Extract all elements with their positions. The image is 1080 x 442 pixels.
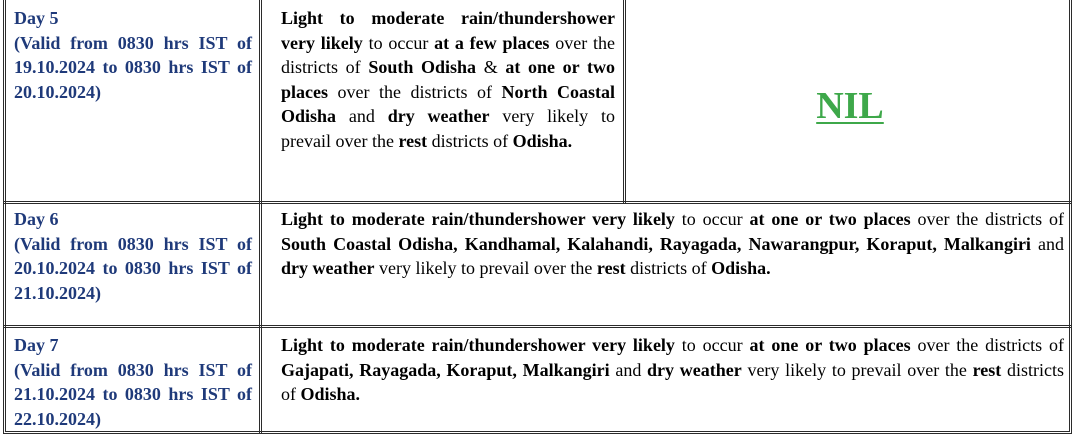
forecast-segment: over the districts of — [328, 81, 502, 102]
forecast-emphasis: North Coastal Odisha — [281, 81, 615, 126]
forecast-segment: and — [1030, 233, 1064, 254]
forecast-emphasis: rest — [596, 258, 626, 278]
forecast-segment: to occur — [362, 32, 435, 53]
forecast-emphasis: at one or two places — [749, 209, 911, 229]
forecast-emphasis: Odisha. — [711, 258, 771, 278]
forecast-segment: to occur — [674, 335, 750, 355]
forecast-emphasis: Light to moderate rain/thundershower very likely — [281, 335, 675, 355]
day-title: Day 5 — [14, 8, 59, 28]
validity-text: (Valid from 0830 hrs IST of 19.10.2024 to 0830 hrs IST of 20.10.2024) — [14, 32, 252, 102]
forecast-emphasis: rest — [398, 130, 428, 151]
forecast-emphasis: dry weather — [387, 106, 490, 126]
forecast-segment: districts of — [625, 258, 712, 278]
warning-value: NIL — [816, 85, 884, 127]
forecast-segment: over the districts of — [910, 209, 1064, 229]
forecast-emphasis: Odisha. — [300, 384, 361, 404]
forecast-emphasis: dry weather — [647, 359, 742, 380]
forecast-emphasis: Gajapati, Rayagada, Koraput, Malkangiri — [281, 359, 610, 380]
forecast-emphasis: dry weather — [281, 258, 375, 278]
day-title: Day 7 — [14, 335, 59, 355]
day-title: Day 6 — [14, 209, 59, 229]
forecast-text — [281, 207, 1064, 281]
forecast-emphasis: rest — [972, 359, 1002, 380]
forecast-segment: very likely to prevail over the — [374, 258, 597, 278]
forecast-segment: and — [609, 359, 648, 380]
forecast-segment: districts of — [281, 359, 1064, 404]
forecast-emphasis: Light to moderate rain/thundershower very likely — [281, 8, 615, 53]
forecast-emphasis: South Odisha — [368, 57, 477, 77]
forecast-segment: very likely to prevail over the — [741, 359, 973, 380]
forecast-text — [281, 6, 615, 153]
forecast-emphasis: South Coastal Odisha, Kandhamal, Kalahandi, Rayagada, Nawarangpur, Koraput, Malkangiri — [281, 233, 1031, 254]
forecast-segment: very likely to prevail over the — [281, 106, 615, 151]
forecast-segment: over the districts of — [910, 335, 1064, 355]
forecast-emphasis: Odisha. — [512, 130, 573, 151]
validity-text: (Valid from 0830 hrs IST of 21.10.2024 to 0830 hrs IST of 22.10.2024) — [14, 359, 252, 429]
day-cell — [14, 207, 252, 305]
column-divider — [259, 0, 262, 434]
day-cell — [14, 333, 252, 431]
forecast-segment: and — [336, 106, 388, 126]
forecast-segment: districts of — [427, 130, 513, 151]
forecast-emphasis: Light to moderate rain/thundershower very likely — [281, 209, 675, 229]
forecast-emphasis: at one or two places — [281, 57, 615, 102]
forecast-emphasis: at a few places — [434, 32, 550, 53]
row-divider — [3, 325, 1072, 328]
forecast-emphasis: at one or two places — [749, 335, 911, 355]
row-divider — [3, 201, 1072, 204]
forecast-segment: & — [476, 57, 506, 77]
validity-text: (Valid from 0830 hrs IST of 20.10.2024 to 0830 hrs IST of 21.10.2024) — [14, 233, 252, 303]
day-cell — [14, 6, 252, 104]
forecast-segment: to occur — [674, 209, 750, 229]
column-divider — [623, 0, 626, 203]
forecast-text — [281, 333, 1064, 407]
forecast-segment: over the districts of — [281, 32, 615, 77]
